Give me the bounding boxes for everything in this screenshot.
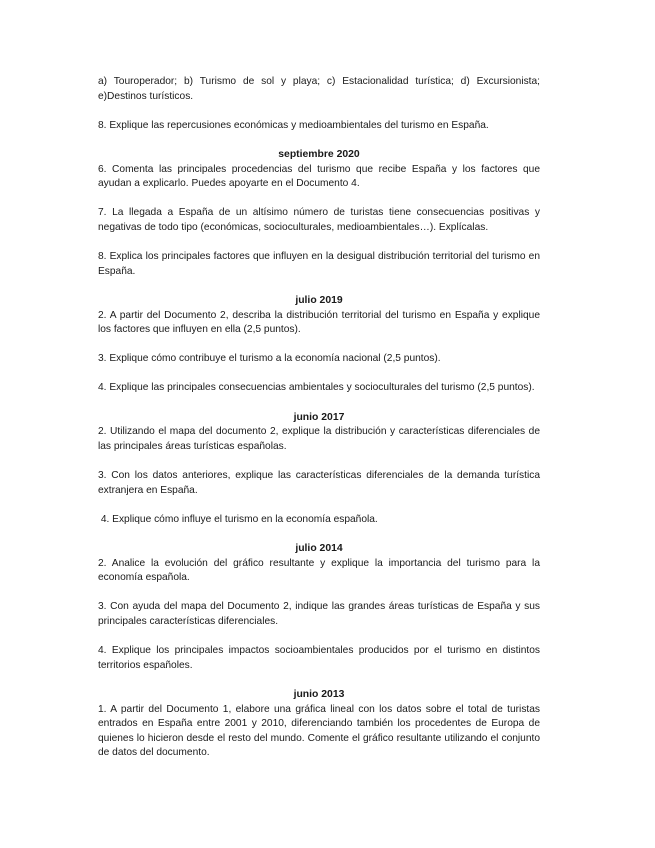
question-paragraph: 7. La llegada a España de un altísimo número de turistas tiene consecuencias positivas y negativas de todo tipo (económicas, socioculturales, medioambientales…). Explícalas. (98, 207, 540, 233)
question-paragraph: 2. Analice la evolución del gráfico resultante y explique la importancia del turismo para la economía española. (98, 557, 540, 584)
question-paragraph: 6. Comenta las principales procedencias del turismo que recibe España y los factores que ayudan a explicarlo. Puedes apoyarte en el Documento 4. (98, 163, 540, 190)
terms-paragraph: a) Touroperador; b) Turismo de sol y playa; c) Estacionalidad turística; d) Excursionista; e)Destinos turísticos. (98, 76, 540, 102)
section-heading: junio 2013 (293, 688, 345, 700)
exam-section-junio-2017 (98, 411, 540, 528)
document-page (98, 75, 540, 776)
question-paragraph: 3. Con los datos anteriores, explique las características diferenciales de la demanda turística extranjera en España. (98, 470, 540, 496)
question-paragraph: 4. Explique las principales consecuencias ambientales y socioculturales del turismo (2,5 puntos). (98, 382, 535, 394)
question-paragraph: 4. Explique los principales impactos socioambientales producidos por el turismo en distintos territorios españoles. (98, 645, 540, 671)
question-paragraph: 2. A partir del Documento 2, describa la distribución territorial del turismo en España y explique los factores que influyen en ella (2,5 puntos). (98, 309, 540, 336)
question-paragraph: 2. Utilizando el mapa del documento 2, explique la distribución y características diferenciales de las principales áreas turísticas españolas. (98, 426, 540, 452)
question-paragraph: 3. Explique cómo contribuye el turismo a la economía nacional (2,5 puntos). (98, 353, 441, 365)
exam-section-septiembre-2020 (98, 148, 540, 279)
exam-section-julio-2019 (98, 294, 540, 396)
question-paragraph: 4. Explique cómo influye el turismo en la economía española. (98, 513, 378, 525)
section-heading: julio 2014 (295, 543, 343, 554)
question-paragraph: 1. A partir del Documento 1, elabore una gráfica lineal con los datos sobre el total de turistas entrados en España entre 2001 y 2010, diferenciando también los procedentes de Europa de quienes lo hicieron desde el resto del mundo. Comente el gráfico resultante utilizando el conjunto de datos del documento. (98, 703, 540, 759)
section-heading: junio 2017 (293, 411, 345, 423)
exam-section-julio-2014 (98, 542, 540, 673)
question-paragraph: 3. Con ayuda del mapa del Documento 2, indique las grandes áreas turísticas de España y sus principales características diferenciales. (98, 601, 540, 627)
question-paragraph: 8. Explique las repercusiones económicas y medioambientales del turismo en España. (98, 119, 489, 131)
section-heading: septiembre 2020 (278, 148, 360, 160)
question-paragraph: 8. Explica los principales factores que influyen en la desigual distribución territorial del turismo en España. (98, 251, 540, 277)
section-heading: julio 2019 (295, 294, 343, 306)
exam-section-junio-2013 (98, 688, 540, 761)
